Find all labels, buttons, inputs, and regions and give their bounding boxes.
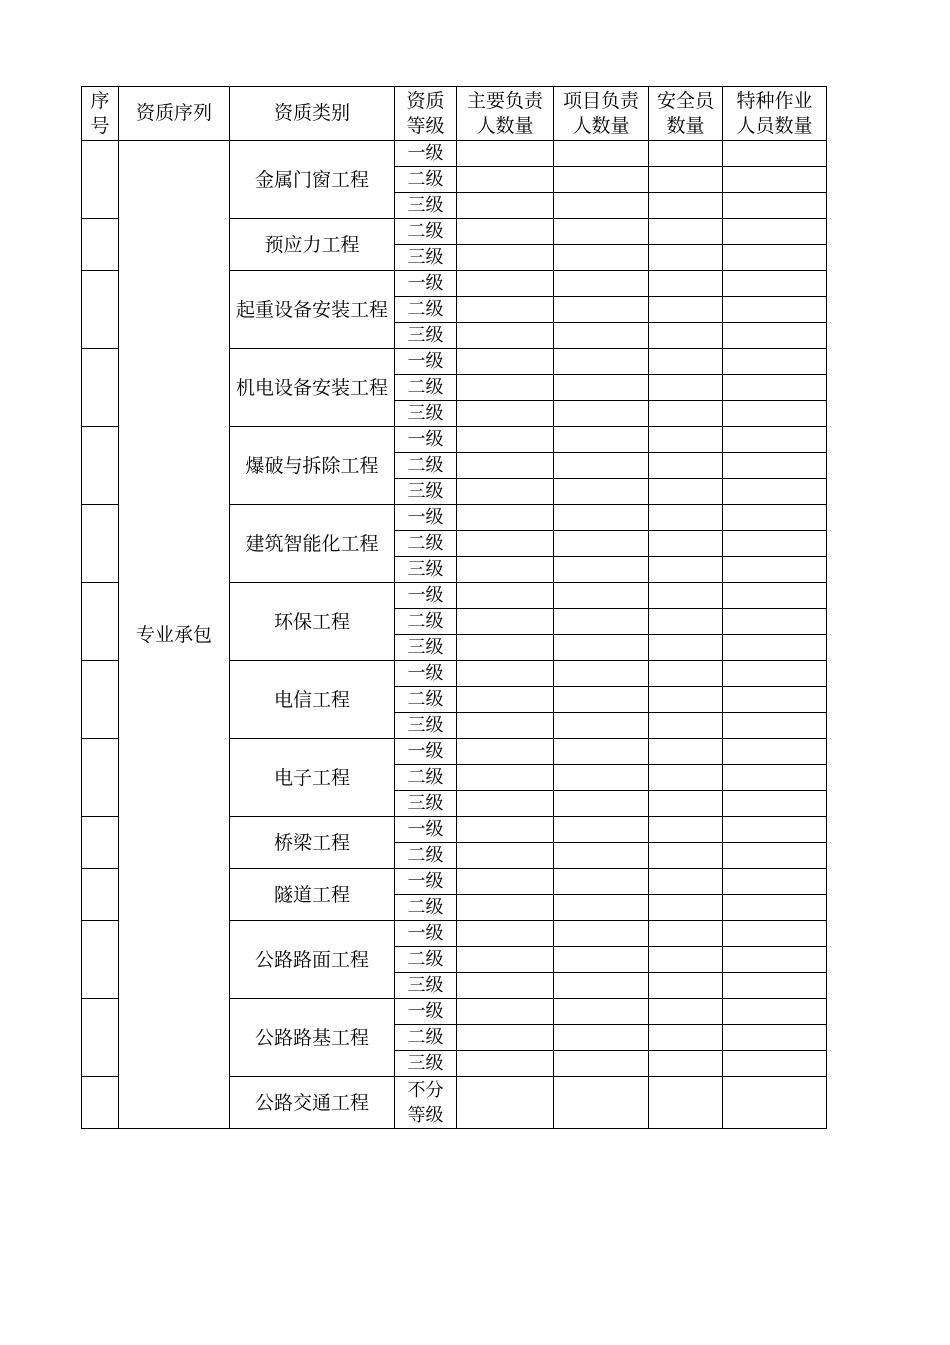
pm-count-cell[interactable] (554, 427, 649, 453)
grade-cell: 一级 (395, 661, 457, 687)
category-cell: 建筑智能化工程 (230, 505, 395, 583)
pm-count-cell[interactable] (554, 635, 649, 661)
safety-count-cell[interactable] (649, 635, 723, 661)
safety-count-cell[interactable] (649, 999, 723, 1025)
seq-cell[interactable] (82, 1077, 119, 1129)
special-count-cell[interactable] (723, 245, 827, 271)
special-count-cell[interactable] (723, 791, 827, 817)
seq-cell[interactable] (82, 219, 119, 271)
lead-count-cell[interactable] (457, 453, 554, 479)
pm-count-cell[interactable] (554, 713, 649, 739)
safety-count-cell[interactable] (649, 219, 723, 245)
pm-count-cell[interactable] (554, 505, 649, 531)
safety-count-cell[interactable] (649, 245, 723, 271)
pm-count-cell[interactable] (554, 921, 649, 947)
special-count-cell[interactable] (723, 843, 827, 869)
safety-count-cell[interactable] (649, 297, 723, 323)
category-cell: 电子工程 (230, 739, 395, 817)
table-row (82, 141, 827, 167)
safety-count-cell[interactable] (649, 661, 723, 687)
safety-count-cell[interactable] (649, 583, 723, 609)
special-count-cell[interactable] (723, 817, 827, 843)
grade-cell: 一级 (395, 583, 457, 609)
pm-count-cell[interactable] (554, 1025, 649, 1051)
grade-cell: 三级 (395, 973, 457, 999)
pm-count-cell[interactable] (554, 1077, 649, 1129)
grade-cell: 不分等级 (395, 1077, 457, 1129)
pm-count-cell[interactable] (554, 323, 649, 349)
grade-cell: 二级 (395, 895, 457, 921)
special-count-cell[interactable] (723, 947, 827, 973)
special-count-cell[interactable] (723, 427, 827, 453)
special-count-cell[interactable] (723, 453, 827, 479)
special-count-cell[interactable] (723, 713, 827, 739)
lead-count-cell[interactable] (457, 1077, 554, 1129)
pm-count-cell[interactable] (554, 843, 649, 869)
special-count-cell[interactable] (723, 557, 827, 583)
pm-count-cell[interactable] (554, 297, 649, 323)
grade-cell: 二级 (395, 297, 457, 323)
grade-cell: 三级 (395, 791, 457, 817)
lead-count-cell[interactable] (457, 323, 554, 349)
grade-cell: 一级 (395, 271, 457, 297)
lead-count-cell[interactable] (457, 531, 554, 557)
safety-count-cell[interactable] (649, 375, 723, 401)
safety-count-cell[interactable] (649, 427, 723, 453)
pm-count-cell[interactable] (554, 219, 649, 245)
lead-count-cell[interactable] (457, 765, 554, 791)
grade-cell: 一级 (395, 817, 457, 843)
category-cell: 起重设备安装工程 (230, 271, 395, 349)
grade-cell: 二级 (395, 375, 457, 401)
special-count-cell[interactable] (723, 635, 827, 661)
safety-count-cell[interactable] (649, 791, 723, 817)
safety-count-cell[interactable] (649, 765, 723, 791)
pm-count-cell[interactable] (554, 167, 649, 193)
safety-count-cell[interactable] (649, 193, 723, 219)
safety-count-cell[interactable] (649, 1025, 723, 1051)
grade-cell: 三级 (395, 401, 457, 427)
header-series: 资质序列 (119, 87, 230, 141)
header-category: 资质类别 (230, 87, 395, 141)
pm-count-cell[interactable] (554, 141, 649, 167)
special-count-cell[interactable] (723, 219, 827, 245)
special-count-cell[interactable] (723, 609, 827, 635)
special-count-cell[interactable] (723, 193, 827, 219)
special-count-cell[interactable] (723, 921, 827, 947)
pm-count-cell[interactable] (554, 661, 649, 687)
lead-count-cell[interactable] (457, 791, 554, 817)
pm-count-cell[interactable] (554, 791, 649, 817)
pm-count-cell[interactable] (554, 609, 649, 635)
safety-count-cell[interactable] (649, 1077, 723, 1129)
header-row (82, 87, 827, 141)
special-count-cell[interactable] (723, 297, 827, 323)
pm-count-cell[interactable] (554, 479, 649, 505)
lead-count-cell[interactable] (457, 375, 554, 401)
category-cell: 爆破与拆除工程 (230, 427, 395, 505)
lead-count-cell[interactable] (457, 687, 554, 713)
special-count-cell[interactable] (723, 141, 827, 167)
header-grade: 资质等级 (395, 87, 457, 141)
category-cell: 环保工程 (230, 583, 395, 661)
pm-count-cell[interactable] (554, 401, 649, 427)
seq-cell[interactable] (82, 999, 119, 1077)
grade-cell: 二级 (395, 167, 457, 193)
special-count-cell[interactable] (723, 1025, 827, 1051)
grade-cell: 二级 (395, 453, 457, 479)
lead-count-cell[interactable] (457, 167, 554, 193)
special-count-cell[interactable] (723, 999, 827, 1025)
grade-cell: 一级 (395, 999, 457, 1025)
category-cell: 预应力工程 (230, 219, 395, 271)
grade-cell: 二级 (395, 219, 457, 245)
lead-count-cell[interactable] (457, 427, 554, 453)
pm-count-cell[interactable] (554, 245, 649, 271)
special-count-cell[interactable] (723, 973, 827, 999)
header-seq: 序号 (82, 87, 119, 141)
safety-count-cell[interactable] (649, 167, 723, 193)
category-cell: 桥梁工程 (230, 817, 395, 869)
seq-cell[interactable] (82, 583, 119, 661)
special-count-cell[interactable] (723, 349, 827, 375)
lead-count-cell[interactable] (457, 947, 554, 973)
safety-count-cell[interactable] (649, 713, 723, 739)
grade-cell: 一级 (395, 921, 457, 947)
category-cell: 公路交通工程 (230, 1077, 395, 1129)
grade-cell: 一级 (395, 141, 457, 167)
safety-count-cell[interactable] (649, 921, 723, 947)
grade-cell: 二级 (395, 765, 457, 791)
special-count-cell[interactable] (723, 1051, 827, 1077)
lead-count-cell[interactable] (457, 895, 554, 921)
seq-cell[interactable] (82, 271, 119, 349)
safety-count-cell[interactable] (649, 947, 723, 973)
grade-cell: 一级 (395, 505, 457, 531)
grade-cell: 三级 (395, 323, 457, 349)
header-safety-count: 安全员数量 (649, 87, 723, 141)
grade-cell: 二级 (395, 947, 457, 973)
pm-count-cell[interactable] (554, 453, 649, 479)
grade-cell: 三级 (395, 713, 457, 739)
lead-count-cell[interactable] (457, 193, 554, 219)
pm-count-cell[interactable] (554, 1051, 649, 1077)
safety-count-cell[interactable] (649, 141, 723, 167)
header-lead-count: 主要负责人数量 (457, 87, 554, 141)
pm-count-cell[interactable] (554, 193, 649, 219)
safety-count-cell[interactable] (649, 609, 723, 635)
lead-count-cell[interactable] (457, 1051, 554, 1077)
special-count-cell[interactable] (723, 531, 827, 557)
grade-cell: 三级 (395, 557, 457, 583)
safety-count-cell[interactable] (649, 843, 723, 869)
lead-count-cell[interactable] (457, 739, 554, 765)
seq-cell[interactable] (82, 869, 119, 921)
seq-cell[interactable] (82, 921, 119, 999)
grade-cell: 三级 (395, 635, 457, 661)
lead-count-cell[interactable] (457, 713, 554, 739)
seq-cell[interactable] (82, 505, 119, 583)
special-count-cell[interactable] (723, 479, 827, 505)
lead-count-cell[interactable] (457, 921, 554, 947)
special-count-cell[interactable] (723, 401, 827, 427)
safety-count-cell[interactable] (649, 869, 723, 895)
safety-count-cell[interactable] (649, 739, 723, 765)
lead-count-cell[interactable] (457, 479, 554, 505)
grade-cell: 三级 (395, 479, 457, 505)
lead-count-cell[interactable] (457, 349, 554, 375)
grade-cell: 一级 (395, 739, 457, 765)
lead-count-cell[interactable] (457, 401, 554, 427)
seq-cell[interactable] (82, 427, 119, 505)
grade-cell: 二级 (395, 843, 457, 869)
lead-count-cell[interactable] (457, 557, 554, 583)
seq-cell[interactable] (82, 141, 119, 219)
pm-count-cell[interactable] (554, 271, 649, 297)
special-count-cell[interactable] (723, 765, 827, 791)
lead-count-cell[interactable] (457, 297, 554, 323)
pm-count-cell[interactable] (554, 557, 649, 583)
pm-count-cell[interactable] (554, 687, 649, 713)
pm-count-cell[interactable] (554, 973, 649, 999)
grade-cell: 三级 (395, 1051, 457, 1077)
lead-count-cell[interactable] (457, 245, 554, 271)
special-count-cell[interactable] (723, 1077, 827, 1129)
header-special-count: 特种作业人员数量 (723, 87, 827, 141)
lead-count-cell[interactable] (457, 271, 554, 297)
safety-count-cell[interactable] (649, 453, 723, 479)
pm-count-cell[interactable] (554, 947, 649, 973)
category-cell: 隧道工程 (230, 869, 395, 921)
special-count-cell[interactable] (723, 895, 827, 921)
special-count-cell[interactable] (723, 661, 827, 687)
safety-count-cell[interactable] (649, 531, 723, 557)
grade-cell: 一级 (395, 427, 457, 453)
special-count-cell[interactable] (723, 739, 827, 765)
lead-count-cell[interactable] (457, 505, 554, 531)
safety-count-cell[interactable] (649, 557, 723, 583)
special-count-cell[interactable] (723, 375, 827, 401)
special-count-cell[interactable] (723, 271, 827, 297)
lead-count-cell[interactable] (457, 1025, 554, 1051)
special-count-cell[interactable] (723, 167, 827, 193)
series-cell: 专业承包 (119, 141, 230, 1129)
category-cell: 机电设备安装工程 (230, 349, 395, 427)
safety-count-cell[interactable] (649, 505, 723, 531)
seq-cell[interactable] (82, 739, 119, 817)
lead-count-cell[interactable] (457, 609, 554, 635)
special-count-cell[interactable] (723, 323, 827, 349)
safety-count-cell[interactable] (649, 323, 723, 349)
safety-count-cell[interactable] (649, 817, 723, 843)
seq-cell[interactable] (82, 349, 119, 427)
qualification-table (81, 86, 827, 1129)
seq-cell[interactable] (82, 661, 119, 739)
seq-cell[interactable] (82, 817, 119, 869)
lead-count-cell[interactable] (457, 583, 554, 609)
header-pm-count: 项目负责人数量 (554, 87, 649, 141)
pm-count-cell[interactable] (554, 895, 649, 921)
lead-count-cell[interactable] (457, 219, 554, 245)
lead-count-cell[interactable] (457, 141, 554, 167)
safety-count-cell[interactable] (649, 401, 723, 427)
lead-count-cell[interactable] (457, 973, 554, 999)
pm-count-cell[interactable] (554, 375, 649, 401)
grade-cell: 三级 (395, 245, 457, 271)
lead-count-cell[interactable] (457, 635, 554, 661)
safety-count-cell[interactable] (649, 1051, 723, 1077)
pm-count-cell[interactable] (554, 739, 649, 765)
category-cell: 金属门窗工程 (230, 141, 395, 219)
special-count-cell[interactable] (723, 505, 827, 531)
grade-cell: 二级 (395, 609, 457, 635)
category-cell: 公路路基工程 (230, 999, 395, 1077)
safety-count-cell[interactable] (649, 479, 723, 505)
pm-count-cell[interactable] (554, 817, 649, 843)
lead-count-cell[interactable] (457, 999, 554, 1025)
pm-count-cell[interactable] (554, 765, 649, 791)
grade-cell: 一级 (395, 349, 457, 375)
grade-cell: 二级 (395, 687, 457, 713)
safety-count-cell[interactable] (649, 895, 723, 921)
grade-cell: 二级 (395, 1025, 457, 1051)
special-count-cell[interactable] (723, 869, 827, 895)
pm-count-cell[interactable] (554, 531, 649, 557)
pm-count-cell[interactable] (554, 999, 649, 1025)
category-cell: 公路路面工程 (230, 921, 395, 999)
lead-count-cell[interactable] (457, 817, 554, 843)
safety-count-cell[interactable] (649, 973, 723, 999)
category-cell: 电信工程 (230, 661, 395, 739)
lead-count-cell[interactable] (457, 661, 554, 687)
safety-count-cell[interactable] (649, 687, 723, 713)
safety-count-cell[interactable] (649, 349, 723, 375)
grade-cell: 一级 (395, 869, 457, 895)
pm-count-cell[interactable] (554, 583, 649, 609)
special-count-cell[interactable] (723, 687, 827, 713)
special-count-cell[interactable] (723, 583, 827, 609)
grade-cell: 二级 (395, 531, 457, 557)
pm-count-cell[interactable] (554, 349, 649, 375)
safety-count-cell[interactable] (649, 271, 723, 297)
grade-cell: 三级 (395, 193, 457, 219)
lead-count-cell[interactable] (457, 843, 554, 869)
pm-count-cell[interactable] (554, 869, 649, 895)
lead-count-cell[interactable] (457, 869, 554, 895)
